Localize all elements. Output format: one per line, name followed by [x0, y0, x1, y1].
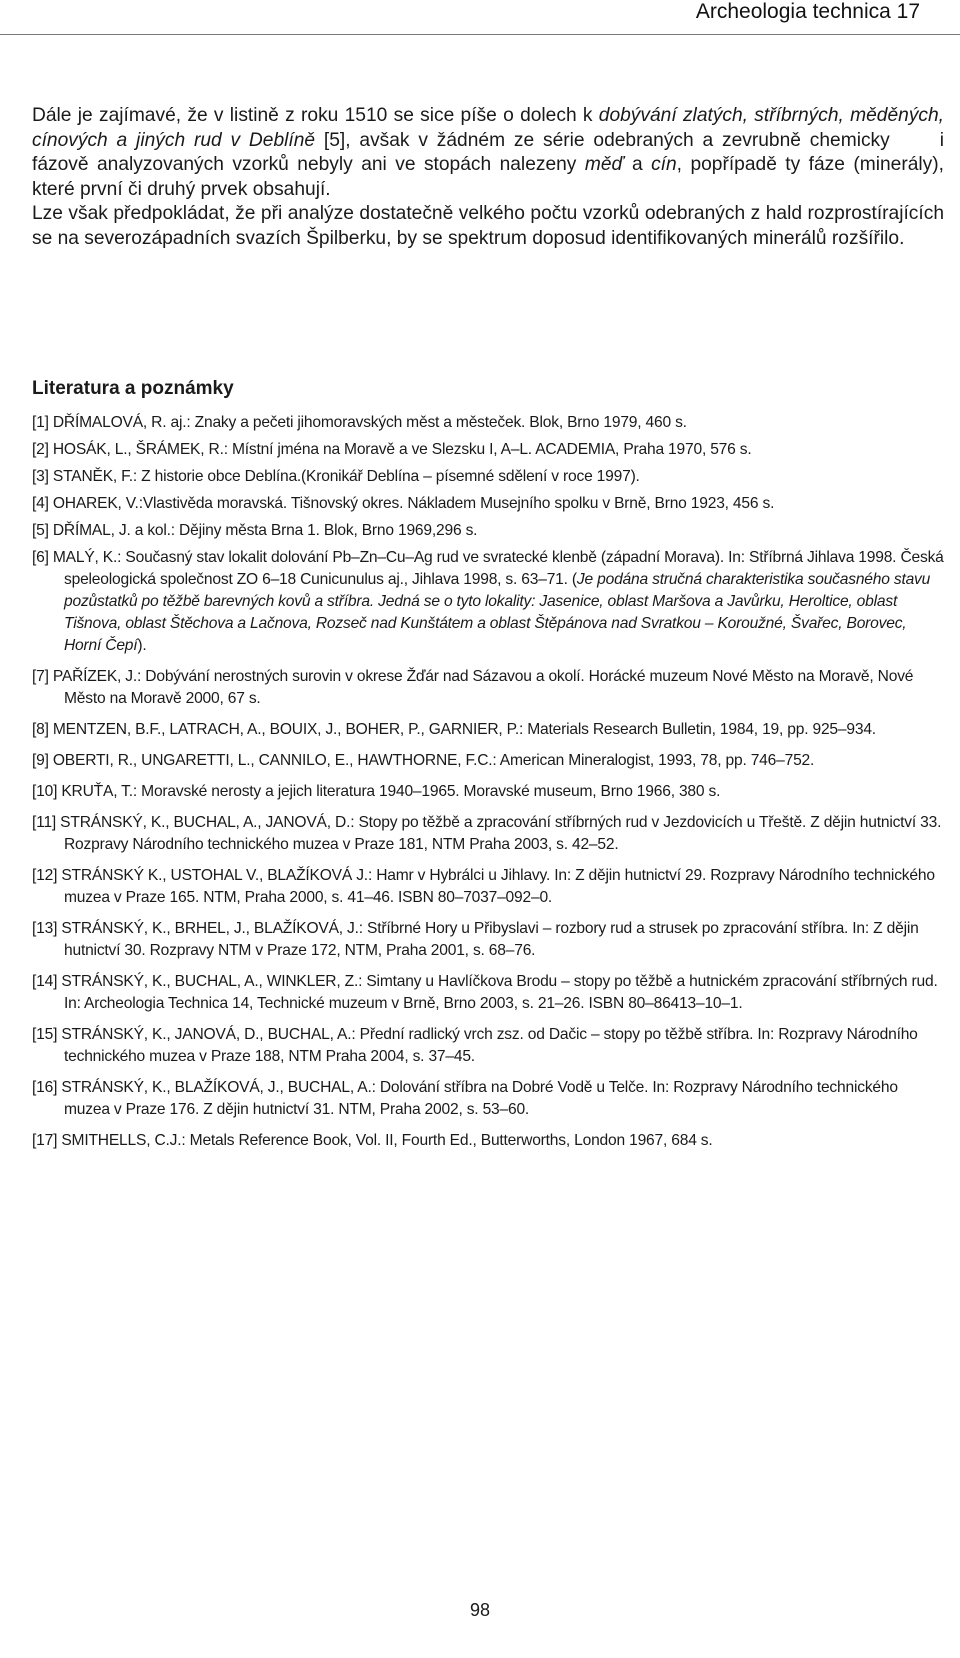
journal-title: Archeologia technica 17 [695, 0, 920, 23]
reference-item: [11] STRÁNSKÝ, K., BUCHAL, A., JANOVÁ, D.: Stopy po těžbě a zpracování stříbrných rud v Jezdovicích u Třeště. Z dějin hutnictví 33. Rozpravy Národního technického muzea v Praze 181, NTM Praha 2003, s. 42–52. [32, 814, 942, 853]
body-paragraph-2 [32, 202, 944, 251]
element-name-tin: cín [651, 154, 677, 175]
reference-item: [13] STRÁNSKÝ, K., BRHEL, J., BLAŽÍKOVÁ, J.: Stříbrné Hory u Přibyslavi – rozbory rud a strusek po zpracování stříbra. In: Z dějin hutnictví 30. Rozpravy NTM v Praze 172, NTM, Praha 2001, s. 68–76. [32, 920, 919, 959]
reference-item: [14] STRÁNSKÝ, K., BUCHAL, A., WINKLER, Z.: Simtany u Havlíčkova Brodu – stopy po těžbě a hutnickém zpracování stříbrných rud. In: Archeologia Technica 14, Technické muzeum v Brně, Brno 2003, s. 21–26. ISBN 80–86413–10–1. [32, 973, 938, 1012]
reference-item: [7] PAŘÍZEK, J.: Dobývání nerostných surovin v okrese Žďár nad Sázavou a okolí. Horácké muzeum Nové Město na Moravě, Nové Město na Moravě 2000, 67 s. [32, 668, 914, 707]
reference-item: [4] OHAREK, V.:Vlastivěda moravská. Tišnovský okres. Nákladem Musejního spolku v Brně, Brno 1923, 456 s. [32, 495, 775, 512]
paragraph-text: Dále je zajímavé, že v listině z roku 1510 se sice píše o dolech k [32, 105, 599, 126]
reference-item: [9] OBERTI, R., UNGARETTI, L., CANNILO, E., HAWTHORNE, F.C.: American Mineralogist, 1993, 78, pp. 746–752. [32, 752, 815, 769]
references-heading: Literatura a poznámky [32, 378, 234, 399]
reference-item: [2] HOSÁK, L., ŠRÁMEK, R.: Místní jména na Moravě a ve Slezsku I, A–L. ACADEMIA, Praha 1970, 576 s. [32, 441, 752, 458]
body-paragraph-1 [32, 104, 944, 202]
page-number: 98 [469, 1600, 491, 1620]
reference-item: [10] KRUŤA, T.: Moravské nerosty a jejich literatura 1940–1965. Moravské museum, Brno 1966, 380 s. [32, 783, 721, 800]
reference-item: [17] SMITHELLS, C.J.: Metals Reference Book, Vol. II, Fourth Ed., Butterworths, London 1967, 684 s. [32, 1132, 713, 1149]
reference-list [32, 412, 947, 1161]
quoted-phrase: dobývání zlatých, stříbrných, měděných, cínových a jiných rud v Deblíně [32, 105, 945, 151]
paragraph-text: [5], avšak v žádném ze série odebraných a zevrubně chemicky [315, 129, 890, 151]
reference-item: [5] DŘÍMAL, J. a kol.: Dějiny města Brna 1. Blok, Brno 1969,296 s. [32, 522, 478, 539]
element-name-copper: měď [584, 154, 624, 175]
paragraph-text: i fázově analyzovaných vzorků nebyly ani ve stopách nalezeny [32, 129, 945, 175]
paragraph-text: Lze však předpokládat, že při analýze dostatečně velkého počtu vzorků odebraných z hald rozprostírajících se na severozápadních svazích Špilberku, by se spektrum doposud identifikovaných minerálů rozšířilo. [32, 203, 944, 249]
reference-item [32, 547, 947, 657]
reference-item: [1] DŘÍMALOVÁ, R. aj.: Znaky a pečeti jihomoravských měst a městeček. Blok, Brno 1979, 460 s. [32, 414, 687, 431]
paragraph-text: a [623, 154, 652, 175]
reference-text: ). [137, 637, 147, 654]
reference-item: [12] STRÁNSKÝ K., USTOHAL V., BLAŽÍKOVÁ J.: Hamr v Hybrálci u Jihlavy. In: Z dějin hutnictví 29. Rozpravy Národního technického muzea v Praze 165. NTM, Praha 2000, s. 41–46. ISBN 80–7037–092–0. [32, 867, 935, 906]
reference-annotation: Je podána stručná charakteristika současného stavu pozůstatků po těžbě barevných kovů a stříbra. Jedná se o tyto lokality: Jasenice, oblast Maršova a Javůrku, Heroltice, oblast Tišnova, oblast Štěchova a Lačnova, Rozseč nad Kunštátem a oblast Štěpánova nad Svratkou – Koroužné, Švařec, Borovec, Horní Čepí [64, 571, 931, 654]
header-divider [0, 34, 960, 35]
reference-text: [6] MALÝ, K.: Současný stav lokalit dolování Pb–Zn–Cu–Ag rud ve svratecké klenbě (západní Morava). In: Stříbrná Jihlava 1998. Česká speleologická společnost ZO 6–18 Cunicunulus aj., Jihlava 1998, s. 63–71. ( [32, 549, 944, 588]
reference-item: [3] STANĚK, F.: Z historie obce Deblína.(Kronikář Deblína – písemné sdělení v roce 1997). [32, 468, 640, 485]
reference-item: [16] STRÁNSKÝ, K., BLAŽÍKOVÁ, J., BUCHAL, A.: Dolování stříbra na Dobré Vodě u Telče. In: Rozpravy Národního technického muzea v Praze 176. Z dějin hutnictví 31. NTM, Praha 2002, s. 53–60. [32, 1079, 898, 1118]
paragraph-text: , popřípadě ty fáze (minerály), které první či druhý prvek obsahují. [32, 154, 944, 200]
reference-item: [8] MENTZEN, B.F., LATRACH, A., BOUIX, J., BOHER, P., GARNIER, P.: Materials Research Bulletin, 1984, 19, pp. 925–934. [32, 721, 876, 738]
reference-item: [15] STRÁNSKÝ, K., JANOVÁ, D., BUCHAL, A.: Přední radlický vrch zsz. od Dačic – stopy po těžbě stříbra. In: Rozpravy Národního technického muzea v Praze 188, NTM Praha 2004, s. 37–45. [32, 1026, 918, 1065]
